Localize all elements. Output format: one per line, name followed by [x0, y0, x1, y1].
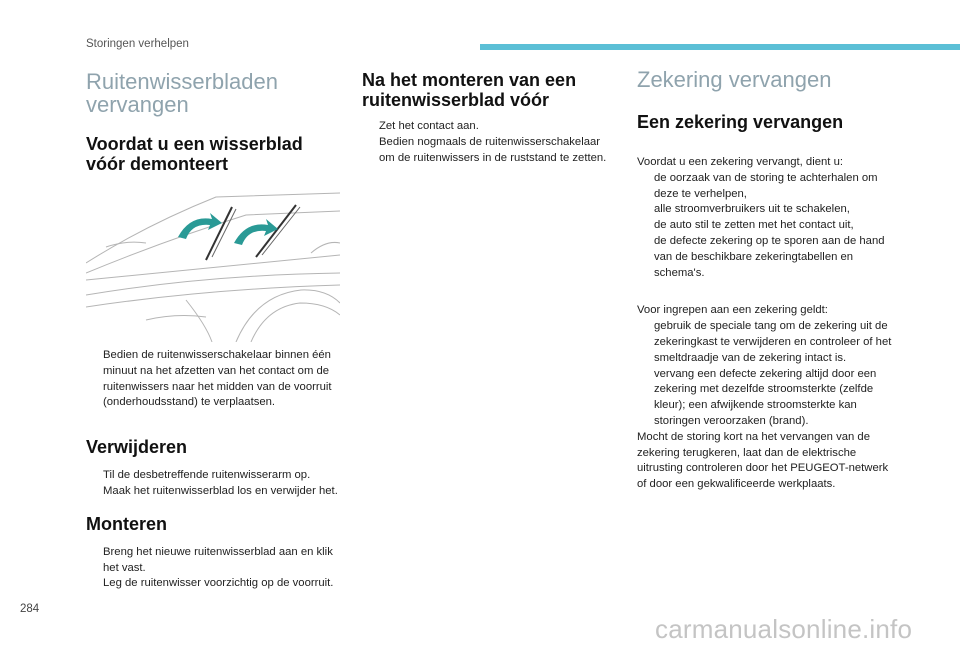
- left-column: [86, 70, 342, 174]
- list-item: Bedien de ruitenwisserschakelaar binnen één minuut na het afzetten van het contact om de ruitenwissers naar het midden van de voorruit (onderhoudsstand) te verplaatsen.: [103, 349, 332, 409]
- arrow-icon: [178, 213, 222, 239]
- fuse-intro-before: Voordat u een zekering vervangt, dient u:: [637, 156, 843, 168]
- mount-heading: Monteren: [86, 513, 167, 534]
- before-removal-list: [86, 348, 342, 411]
- list-item: de auto stil te zetten met het contact uit,: [654, 219, 854, 232]
- fuse-rules-list: [637, 319, 899, 430]
- watermark: carmanualsonline.info: [655, 614, 913, 644]
- list-item: Maak het ruitenwisserblad los en verwijder het.: [103, 484, 338, 497]
- left-column-lower: [86, 348, 342, 592]
- list-item: Bedien nogmaals de ruitenwisserschakelaar om de ruitenwissers in de ruststand te zetten.: [379, 135, 607, 164]
- fuse-before-list: [637, 171, 899, 282]
- header-accent-bar: [480, 44, 960, 50]
- list-item: de oorzaak van de storing te achterhalen om deze te verhelpen,: [654, 171, 878, 200]
- wiper-illustration: [86, 185, 340, 342]
- fuse-heading: Een zekering vervangen: [637, 112, 844, 132]
- page-number: 284: [20, 603, 40, 615]
- list-item: alle stroomverbruikers uit te schakelen,: [654, 203, 850, 216]
- list-item: Til de desbetreffende ruitenwisserarm op.: [103, 469, 311, 482]
- fuse-closing-paragraph: Mocht de storing kort na het vervangen van de zekering terugkeren, laat dan de elektrische uitrusting controleren door het PEUGEOT-netwerk of door een gekwalificeerde werkplaats.: [637, 430, 889, 491]
- running-header: Storingen verhelpen: [86, 38, 189, 50]
- after-mounting-list: [362, 119, 618, 166]
- wiper-section-title: Ruitenwisserbladen vervangen: [86, 69, 278, 117]
- fuse-section-title: Zekering vervangen: [637, 67, 832, 92]
- remove-heading: Verwijderen: [86, 437, 188, 458]
- list-item: Zet het contact aan.: [379, 120, 479, 132]
- list-item: de defecte zekering op te sporen aan de hand van de beschikbare zekeringtabellen en schema's.: [654, 234, 885, 279]
- list-item: Leg de ruitenwisser voorzichtig op de voorruit.: [103, 577, 334, 590]
- arrow-icon: [234, 219, 278, 245]
- middle-column: [362, 70, 618, 166]
- remove-list: [86, 468, 342, 500]
- list-item: vervang een defecte zekering altijd door een zekering met dezelfde stroomsterkte (zelfde kleur); een afwijkende stroomsterkte kan storingen veroorzaken (brand).: [654, 367, 877, 427]
- right-column: [637, 68, 899, 493]
- before-removal-heading: Voordat u een wisserblad vóór demonteert: [86, 134, 303, 174]
- after-mounting-heading: Na het monteren van een ruitenwisserblad vóór: [362, 70, 577, 110]
- list-item: Breng het nieuwe ruitenwisserblad aan en klik het vast.: [103, 545, 333, 574]
- mount-list: [86, 545, 342, 592]
- list-item: gebruik de speciale tang om de zekering uit de zekeringkast te verwijderen en controleer of het smeltdraadje van de zekering intact is.: [654, 320, 892, 364]
- fuse-intro-rules: Voor ingrepen aan een zekering geldt:: [637, 304, 828, 317]
